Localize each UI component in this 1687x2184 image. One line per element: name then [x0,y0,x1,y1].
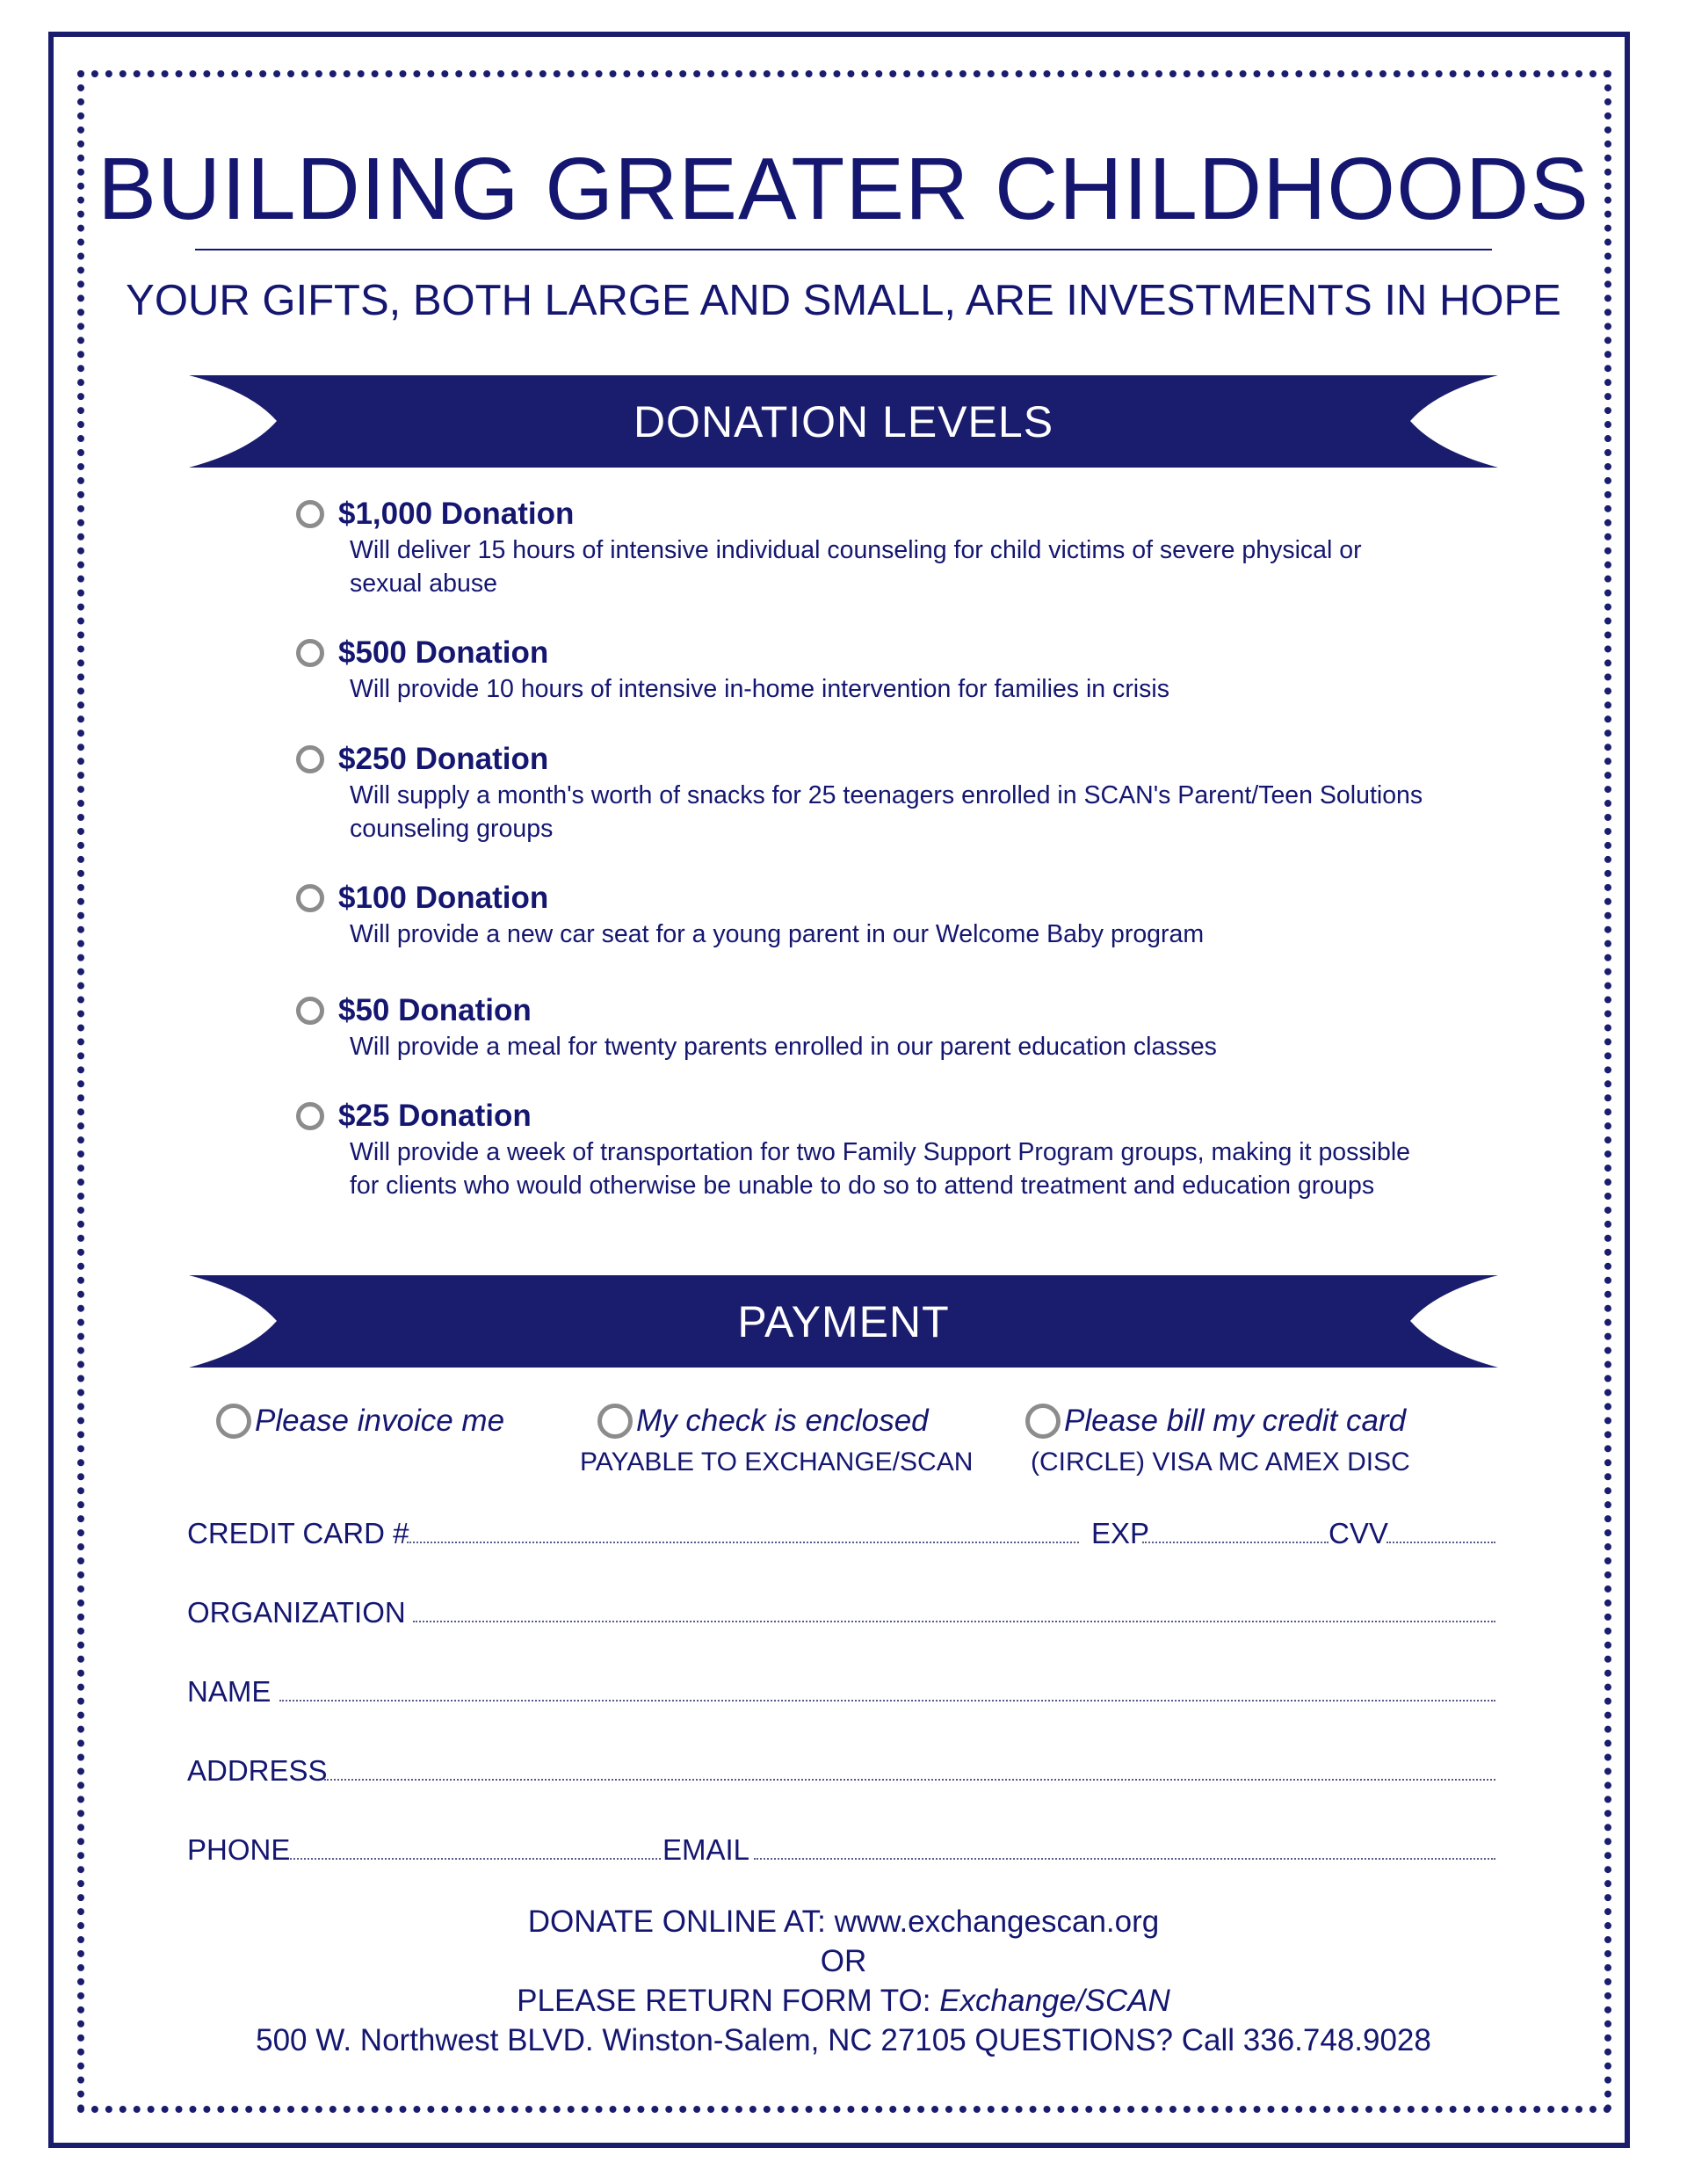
radio-button[interactable] [296,639,324,667]
level-description: Will provide 10 hours of intensive in-home intervention for families in crisis [350,675,1169,703]
donate-online-line [0,1903,1687,1941]
radio-button[interactable] [597,1404,633,1439]
level-title: $25 Donation [338,1099,532,1133]
payment-heading: PAYMENT [737,1296,950,1346]
exp-field[interactable] [1142,1542,1329,1543]
level-title: $500 Donation [338,635,549,670]
radio-button[interactable] [296,500,324,528]
name-label: NAME [187,1675,272,1708]
payment-banner [189,1275,1498,1368]
page-subtitle: YOUR GIFTS, BOTH LARGE AND SMALL, ARE INVESTMENTS IN HOPE [126,277,1561,324]
radio-button[interactable] [296,997,324,1025]
level-description: Will supply a month's worth of snacks for 25 teenagers enrolled in SCAN's Parent/Teen Solutions counseling groups [350,781,1423,843]
level-description: Will provide a new car seat for a young parent in our Welcome Baby program [350,920,1205,948]
organization-label: ORGANIZATION [187,1596,406,1629]
return-form-label: PLEASE RETURN FORM TO: [517,1984,940,2018]
or-text: OR [820,1944,867,1978]
address-field[interactable] [324,1779,1495,1781]
cvv-field[interactable] [1387,1542,1495,1543]
radio-button[interactable] [216,1404,251,1439]
address-label: ADDRESS [187,1754,328,1787]
cvv-label: CVV [1329,1517,1388,1549]
payment-option-label: My check is enclosed [636,1404,929,1438]
donation-levels-banner [189,375,1498,468]
card-type-note: (CIRCLE) VISA MC AMEX DISC [1031,1448,1410,1477]
donate-online-label: DONATE ONLINE AT: [527,1905,835,1939]
credit-card-label: CREDIT CARD # [187,1517,409,1549]
payment-option-label: Please bill my credit card [1064,1404,1407,1438]
phone-label: PHONE [187,1833,291,1866]
website-link[interactable]: www.exchangescan.org [834,1905,1160,1939]
name-field[interactable] [279,1700,1495,1701]
level-title: $250 Donation [338,742,549,776]
exp-label: EXP [1091,1517,1150,1549]
radio-button[interactable] [1025,1404,1061,1439]
radio-button[interactable] [296,1102,324,1130]
radio-button[interactable] [296,745,324,773]
donation-levels-heading: DONATION LEVELS [633,396,1054,446]
level-description: Will provide a week of transportation for two Family Support Program groups, making it possible for clients who would otherwise be unable to do so to attend treatment and education groups [350,1138,1411,1200]
mailing-address-contact: 500 W. Northwest BLVD. Winston-Salem, NC 27105 QUESTIONS? Call 336.748.9028 [256,2023,1431,2057]
page-title: BUILDING GREATER CHILDHOODS [98,140,1589,238]
organization-field[interactable] [413,1621,1495,1622]
organization-name: Exchange/SCAN [939,1984,1170,2018]
email-label: EMAIL [662,1833,750,1866]
check-payable-note: PAYABLE TO EXCHANGE/SCAN [580,1448,974,1477]
title-divider [195,249,1492,250]
payment-option-label: Please invoice me [255,1404,505,1438]
radio-button[interactable] [296,884,324,912]
email-field[interactable] [754,1858,1495,1860]
level-title: $50 Donation [338,993,532,1027]
level-title: $100 Donation [338,881,549,915]
phone-field[interactable] [290,1858,661,1860]
return-form-line [0,1982,1687,2021]
level-description: Will deliver 15 hours of intensive individual counseling for child victims of severe physical or sexual abuse [350,536,1362,598]
level-title: $1,000 Donation [338,497,575,531]
credit-card-field[interactable] [407,1542,1079,1543]
level-description: Will provide a meal for twenty parents enrolled in our parent education classes [350,1033,1217,1061]
